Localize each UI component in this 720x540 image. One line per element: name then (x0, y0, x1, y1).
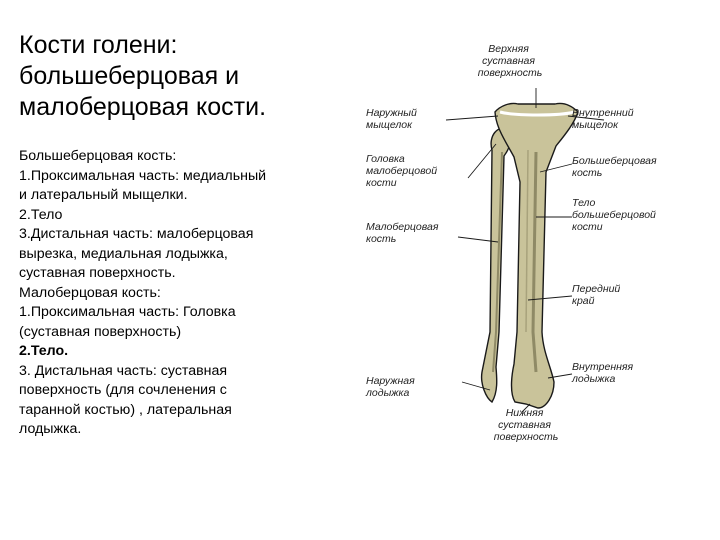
text-line: лодыжка. (19, 421, 82, 437)
label-fibula (366, 221, 441, 245)
label-outer-malleolus (365, 375, 418, 399)
label-inner-condyle (572, 107, 637, 131)
label-tibia-body-line: Тело (572, 197, 596, 209)
text-line: таранной костью) , латеральная (19, 401, 232, 418)
label-bottom (494, 407, 559, 443)
label-fibula-head-line: малоберцовой (366, 165, 438, 177)
label-inner-condyle-line: Внутренний (572, 107, 634, 119)
label-fibula-head-line: Головка (366, 153, 405, 165)
label-anterior-edge-line: край (572, 295, 595, 307)
label-fibula-line: Малоберцовая (366, 221, 439, 233)
label-outer-malleolus-line: лодыжка (366, 387, 410, 399)
text-line: 1.Проксимальная часть: медиальный (19, 167, 267, 184)
label-tibia-body (572, 197, 659, 233)
leader-outer-condyle (446, 116, 498, 120)
text-line: и латеральный мыщелки. (19, 187, 188, 203)
label-outer-condyle-line: мыщелок (366, 119, 413, 131)
label-bottom-line: Нижняя (505, 407, 544, 419)
text-line: поверхность (для сочленения с (19, 382, 227, 398)
label-outer-condyle-line: Наружный (366, 107, 417, 119)
label-fibula-head-line: кости (366, 177, 397, 189)
leg-bones-diagram (350, 32, 696, 450)
title-line: Кости голени: (19, 31, 178, 59)
label-tibia-line: кость (572, 167, 603, 179)
label-fibula-line: кость (366, 233, 397, 245)
label-inner-malleolus-line: Внутренняя (572, 361, 634, 373)
label-inner-malleolus (571, 361, 636, 385)
label-anterior-edge-line: Передний (572, 283, 621, 295)
label-anterior-edge (572, 283, 623, 307)
label-inner-condyle-line: мыщелок (572, 119, 619, 131)
text-line: вырезка, медиальная лодыжка, (19, 245, 228, 262)
label-fibula-head (366, 153, 440, 189)
title-line: большеберцовая и (19, 62, 240, 90)
label-tibia-line: Большеберцовая (572, 155, 657, 167)
text-line: 3. Дистальная часть: суставная (19, 362, 228, 379)
label-bottom-line: суставная (498, 419, 551, 431)
label-inner-malleolus-line: лодыжка (572, 373, 616, 385)
label-outer-malleolus-line: Наружная (366, 375, 415, 387)
label-bottom-line: поверхность (493, 431, 559, 443)
fibula-bone (482, 128, 511, 402)
text-line: суставная поверхность. (19, 265, 176, 281)
label-top-line: поверхность (477, 67, 543, 79)
label-top (478, 43, 543, 79)
text-line: 2.Тело (19, 206, 63, 223)
text-line: 2.Тело. (19, 343, 69, 359)
description-text (19, 147, 354, 440)
label-tibia-body-line: большеберцовой (572, 209, 656, 221)
label-outer-condyle (366, 107, 420, 131)
label-top-line: суставная (482, 55, 535, 67)
label-tibia-body-line: кости (572, 221, 603, 233)
text-line: Малоберцовая кость: (19, 284, 161, 301)
leg-bones-svg (350, 32, 696, 450)
text-line: 3.Дистальная часть: малоберцовая (19, 226, 254, 242)
title-line: малоберцовая кости. (19, 93, 267, 121)
text-line: Большеберцовая кость: (19, 148, 177, 164)
slide-title (19, 30, 339, 123)
text-line: 1.Проксимальная часть: Головка (19, 304, 236, 320)
text-line: (суставная поверхность) (19, 323, 182, 340)
label-top-line: Верхняя (488, 43, 529, 55)
label-tibia (572, 155, 660, 179)
